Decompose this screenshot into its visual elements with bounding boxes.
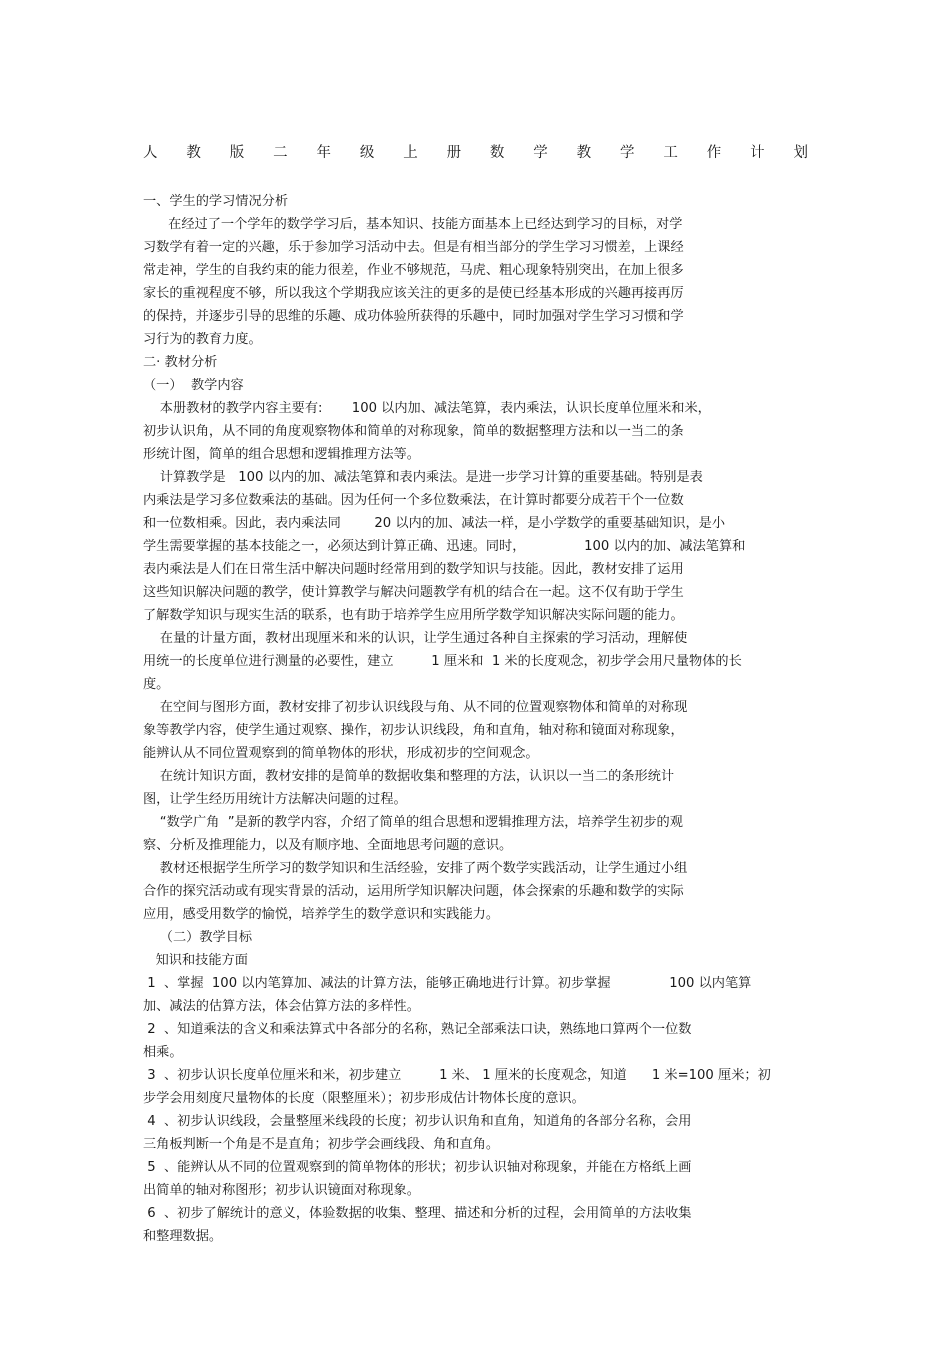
text-line: 初步认识角，从不同的角度观察物体和简单的对称现象，简单的数据整理方法和以一当二的条 xyxy=(143,424,684,439)
text-line: 表内乘法是人们在日常生活中解决问题时经常用到的数学知识与技能。因此，教材安排了运用 xyxy=(143,562,684,577)
text-line: 习行为的教育力度。 xyxy=(143,332,262,347)
text-line: 度。 xyxy=(143,677,170,692)
text-line: 习数学有着一定的兴趣，乐于参加学习活动中去。但是有相当部分的学生学习习惯差，上课经 xyxy=(143,240,684,255)
text-line: 了解数学知识与现实生活的联系，也有助于培养学生应用所学数学知识解决实际问题的能力。 xyxy=(143,608,684,623)
text-line: 本册教材的教学内容主要有: 100 以内加、减法笔算，表内乘法，认识长度单位厘米和米， xyxy=(143,401,711,416)
text-line: 常走神，学生的自我约束的能力很差，作业不够规范，马虎、粗心现象特别突出，在加上很多 xyxy=(143,263,684,278)
text-line: 5 、能辨认从不同的位置观察到的简单物体的形状；初步认识轴对称现象，并能在方格纸上画 xyxy=(143,1160,692,1175)
text-line: 出简单的轴对称图形；初步认识镜面对称现象。 xyxy=(143,1183,420,1198)
text-line: 在统计知识方面，教材安排的是简单的数据收集和整理的方法，认识以一当二的条形统计 xyxy=(143,769,675,784)
text-line: 合作的探究活动或有现实背景的活动，运用所学知识解决问题，体会探索的乐趣和数学的实际 xyxy=(143,884,684,899)
text-line: 6 、初步了解统计的意义，体验数据的收集、整理、描述和分析的过程，会用简单的方法收集 xyxy=(143,1206,692,1221)
text-line: （二）教学目标 xyxy=(143,930,253,945)
text-line: 家长的重视程度不够，所以我这个学期我应该关注的更多的是使已经基本形成的兴趣再接再厉 xyxy=(143,286,684,301)
text-line: 知识和技能方面 xyxy=(143,953,248,968)
text-line: “数学广角 ”是新的教学内容，介绍了简单的组合思想和逻辑推理方法，培养学生初步的观 xyxy=(143,815,683,830)
text-line: 的保持，并逐步引导的思维的乐趣、成功体验所获得的乐趣中，同时加强对学生学习习惯和学 xyxy=(143,309,684,324)
text-line: 在空间与图形方面，教材安排了初步认识线段与角、从不同的位置观察物体和简单的对称现 xyxy=(143,700,688,715)
text-line: 图，让学生经历用统计方法解决问题的过程。 xyxy=(143,792,407,807)
text-line: 和一位数相乘。因此，表内乘法同 20 以内的加、减法一样，是小学数学的重要基础知识，是小 xyxy=(143,516,726,531)
text-line: 3 、初步认识长度单位厘米和米，初步建立 1 米、 1 厘米的长度观念，知道 1 米=100 厘米；初 xyxy=(143,1068,771,1083)
text-line: 和整理数据。 xyxy=(143,1229,223,1244)
text-line: 在量的计量方面，教材出现厘米和米的认识，让学生通过各种自主探索的学习活动，理解使 xyxy=(143,631,688,646)
text-line: 步学会用刻度尺量物体的长度（限整厘米）；初步形成估计物体长度的意识。 xyxy=(143,1091,585,1106)
text-line: 2 、知道乘法的含义和乘法算式中各部分的名称，熟记全部乘法口诀，熟练地口算两个一位数 xyxy=(143,1022,692,1037)
text-line: 内乘法是学习多位数乘法的基础。因为任何一个多位数乘法，在计算时都要分成若干个一位数 xyxy=(143,493,684,508)
document-title: 人 教 版 二 年 级 上 册 数 学 教 学 工 作 计 划 xyxy=(143,145,808,161)
text-line: 在经过了一个学年的数学学习后，基本知识、技能方面基本上已经达到学习的目标，对学 xyxy=(143,217,683,232)
text-line: 形统计图，简单的组合思想和逻辑推理方法等。 xyxy=(143,447,420,462)
text-line: 象等教学内容，使学生通过观察、操作，初步认识线段，角和直角，轴对称和镜面对称现象， xyxy=(143,723,684,738)
text-line: 应用，感受用数学的愉悦，培养学生的数学意识和实践能力。 xyxy=(143,907,500,922)
text-line: 用统一的长度单位进行测量的必要性，建立 1 厘米和 1 米的长度观念，初步学会用尺量物体的长 xyxy=(143,654,742,669)
text-line: 察、分析及推理能力，以及有顺序地、全面地思考问题的意识。 xyxy=(143,838,513,853)
document-body xyxy=(143,190,793,1248)
text-line: 加、减法的估算方法，体会估算方法的多样性。 xyxy=(143,999,420,1014)
text-line: 能辨认从不同位置观察到的简单物体的形状，形成初步的空间观念。 xyxy=(143,746,539,761)
text-line: （一） 教学内容 xyxy=(143,378,244,393)
text-line: 相乘。 xyxy=(143,1045,183,1060)
text-line: 学生需要掌握的基本技能之一，必须达到计算正确、迅速。同时， 100 以内的加、减法笔算和 xyxy=(143,539,746,554)
text-line: 这些知识解决问题的教学，使计算教学与解决问题教学有机的结合在一起。这不仅有助于学生 xyxy=(143,585,684,600)
text-line: 一、学生的学习情况分析 xyxy=(143,194,289,209)
text-line: 1 、掌握 100 以内笔算加、减法的计算方法，能够正确地进行计算。初步掌握 100 以内笔算 xyxy=(143,976,752,991)
text-line: 4 、初步认识线段，会量整厘米线段的长度；初步认识角和直角，知道角的各部分名称，会用 xyxy=(143,1114,692,1129)
text-line: 二· 教材分析 xyxy=(143,355,218,370)
text-line: 教材还根据学生所学习的数学知识和生活经验，安排了两个数学实践活动，让学生通过小组 xyxy=(143,861,688,876)
text-line: 三角板判断一个角是不是直角；初步学会画线段、角和直角。 xyxy=(143,1137,500,1152)
text-line: 计算教学是 100 以内的加、减法笔算和表内乘法。是进一步学习计算的重要基础。特别是表 xyxy=(143,470,703,485)
